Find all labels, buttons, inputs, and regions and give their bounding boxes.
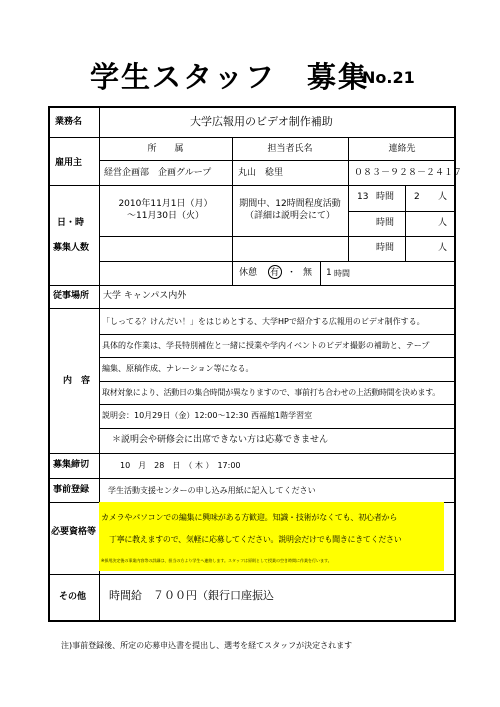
footer-note: 注)事前登録後、所定の応募申込書を提出し、選考を経てスタッフが決定されます (61, 641, 353, 650)
activity-line-2: （詳細は説明会にて） (244, 211, 335, 221)
break-no: 無 (303, 268, 313, 278)
activity-line-1: 期間中、12時間程度活動 (239, 199, 341, 209)
dept-value: 経営企画部 企画グループ (104, 168, 212, 178)
job-label: 業務名 (55, 117, 83, 127)
hours-unit: 時間 (376, 243, 395, 253)
contact-name-value: 丸山 稔里 (238, 168, 284, 178)
count-label: 募集人数 (53, 243, 90, 253)
page-title: 学生スタッフ 募集 (90, 60, 370, 94)
people-unit: 人 (438, 243, 448, 253)
content-line-1: 「しってる？けんだい！」をはじめとする、大学HPで紹介する広報用のビデオ制作する。 (102, 317, 425, 326)
place-label: 従事場所 (53, 291, 90, 301)
other-value: 時間給 ７００円（銀行口座振込 (109, 589, 274, 602)
people-unit: 人 (438, 218, 448, 228)
job-title: 大学広報用のビデオ制作補助 (190, 115, 333, 128)
break-value: 1 (326, 268, 332, 278)
hours-unit: 時間 (376, 218, 395, 228)
break-yes: 有 (270, 268, 280, 278)
hours-unit: 時間 (376, 192, 395, 202)
phone-value: ０８３－９２８－２４１７ (354, 168, 463, 178)
phone-header: 連絡先 (388, 144, 416, 154)
date-label: 日・時 (57, 218, 85, 228)
other-label: その他 (59, 592, 87, 602)
break-unit: 時間 (334, 269, 350, 278)
content-line-4: 取材対象により、活動日の集合時間が異なりますので、事前打ち合わせの上活動時間を決めます。 (102, 388, 440, 397)
content-line-5: 説明会：10月29日（金）12:00～12:30 西福館1階学習室 (102, 411, 313, 420)
procedure-value: 学生活動支援センターの申し込み用紙に記入してください (108, 486, 316, 495)
contact-name-header: 担当者氏名 (267, 144, 313, 154)
recruit-number: No.21 (362, 68, 415, 87)
deadline-value: 10 月 28 日 （ 木 ） 17:00 (120, 461, 241, 470)
procedure-label: 事前登録 (53, 485, 90, 495)
break-sep: ・ (287, 268, 297, 278)
content-label: 内 容 (63, 376, 91, 386)
content-line-3: 編集、原稿作成、ナレーション等になる。 (102, 364, 254, 373)
qualification-line-1: カメラやパソコンでの編集に興味がある方歓迎。知識・技術がなくても、初心者から (101, 513, 398, 522)
qualification-line-2: 丁寧に教えますので、気軽に応募してください。説明会だけでも聞きにきてください (109, 535, 402, 544)
hours-value: 13 (357, 192, 369, 202)
break-label: 休憩 (239, 268, 258, 278)
period-line-2: ～11月30日（火） (127, 211, 204, 221)
dept-header: 所 属 (147, 144, 184, 154)
content-line-2: 具体的な作業は、学長特別補佐と一緒に授業や学内イベントのビデオ撮影の補助と、テープ (102, 341, 430, 350)
employer-label: 雇用主 (55, 158, 83, 168)
place-value: 大学 キャンパス内外 (103, 291, 187, 301)
qualification-label: 必要資格等 (51, 527, 97, 537)
content-line-6: ＊説明会や研修会に出席できない方は応募できません (112, 435, 329, 445)
people-unit: 人 (438, 192, 448, 202)
period-line-1: 2010年11月1日（月） (118, 199, 213, 209)
qualification-line-3: ※採用決定後の事業内容等の詳細は、担当の方より学生へ連絡します。スタッフは原則として授業の空き時間に作業を行います。 (101, 558, 332, 563)
people-value: 2 (414, 192, 420, 202)
deadline-label: 募集締切 (53, 460, 90, 470)
